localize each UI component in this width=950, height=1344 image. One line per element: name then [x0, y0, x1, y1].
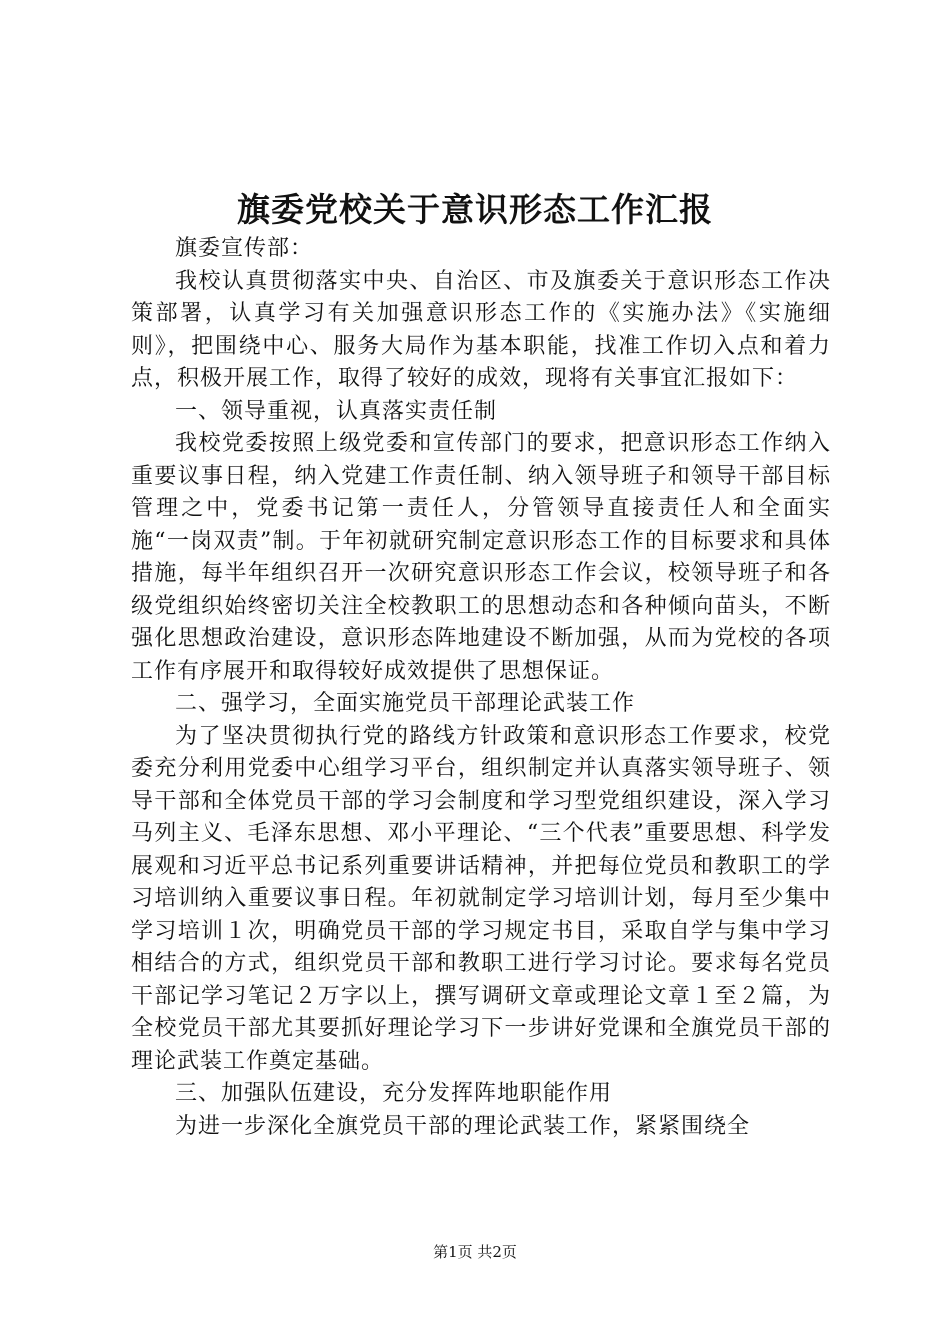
section-heading-1: 一、领导重视，认真落实责任制 [175, 398, 498, 424]
section-3-paragraph: 为进一步深化全旗党员干部的理论武装工作，紧紧围绕全 [175, 1113, 751, 1139]
section-heading-3: 三、加强队伍建设，充分发挥阵地职能作用 [175, 1081, 613, 1106]
page-footer: 第1页 共2页 [433, 1243, 517, 1261]
document-title: 旗委党校关于意识形态工作汇报 [237, 190, 713, 229]
section-1-paragraph: 我校党委按照上级党委和宣传部门的要求，把意识形态工作纳入重要议事日程，纳入党建工作责任制、纳入领导班子和领导干部目标管理之中，党委书记第一责任人，分管领导直接责任人和全面实施“一岗双责”制。于年初就研究制定意识形态工作的目标要求和具体措施，每半年组织召开一次研究意识形态工作会议，校领导班子和各级党组织始终密切关注全校教职工的思想动态和各种倾向苗头，不断强化思想政治建设，意识形态阵地建设不断加强，从而为党校的各项工作有序展开和取得较好成效提供了思想保证。 [131, 431, 831, 684]
section-2-paragraph: 为了坚决贯彻执行党的路线方针政策和意识形态工作要求，校党委充分利用党委中心组学习平台，组织制定并认真落实领导班子、领导干部和全体党员干部的学习会制度和学习型党组织建设，深入学习马列主义、毛泽东思想、邓小平理论、“三个代表”重要思想、科学发展观和习近平总书记系列重要讲话精神，并把每位党员和教职工的学习培训纳入重要议事日程。年初就制定学习培训计划，每月至少集中学习培训１次，明确党员干部的学习规定书目，采取自学与集中学习相结合的方式，组织党员干部和教职工进行学习讨论。要求每名党员干部记学习笔记２万字以上，撰写调研文章或理论文章１至２篇，为全校党员干部尤其要抓好理论学习下一步讲好党课和全旗党员干部的理论武装工作奠定基础。 [131, 723, 831, 1074]
document-body [131, 233, 831, 1143]
salutation: 旗委宣传部： [175, 236, 314, 261]
section-heading-2: 二、强学习，全面实施党员干部理论武装工作 [175, 691, 636, 716]
intro-paragraph: 我校认真贯彻落实中央、自治区、市及旗委关于意识形态工作决策部署，认真学习有关加强意识形态工作的《实施办法》《实施细则》，把围绕中心、服务大局作为基本职能，找准工作切入点和着力点，积极开展工作，取得了较好的成效，现将有关事宜汇报如下： [131, 268, 831, 391]
